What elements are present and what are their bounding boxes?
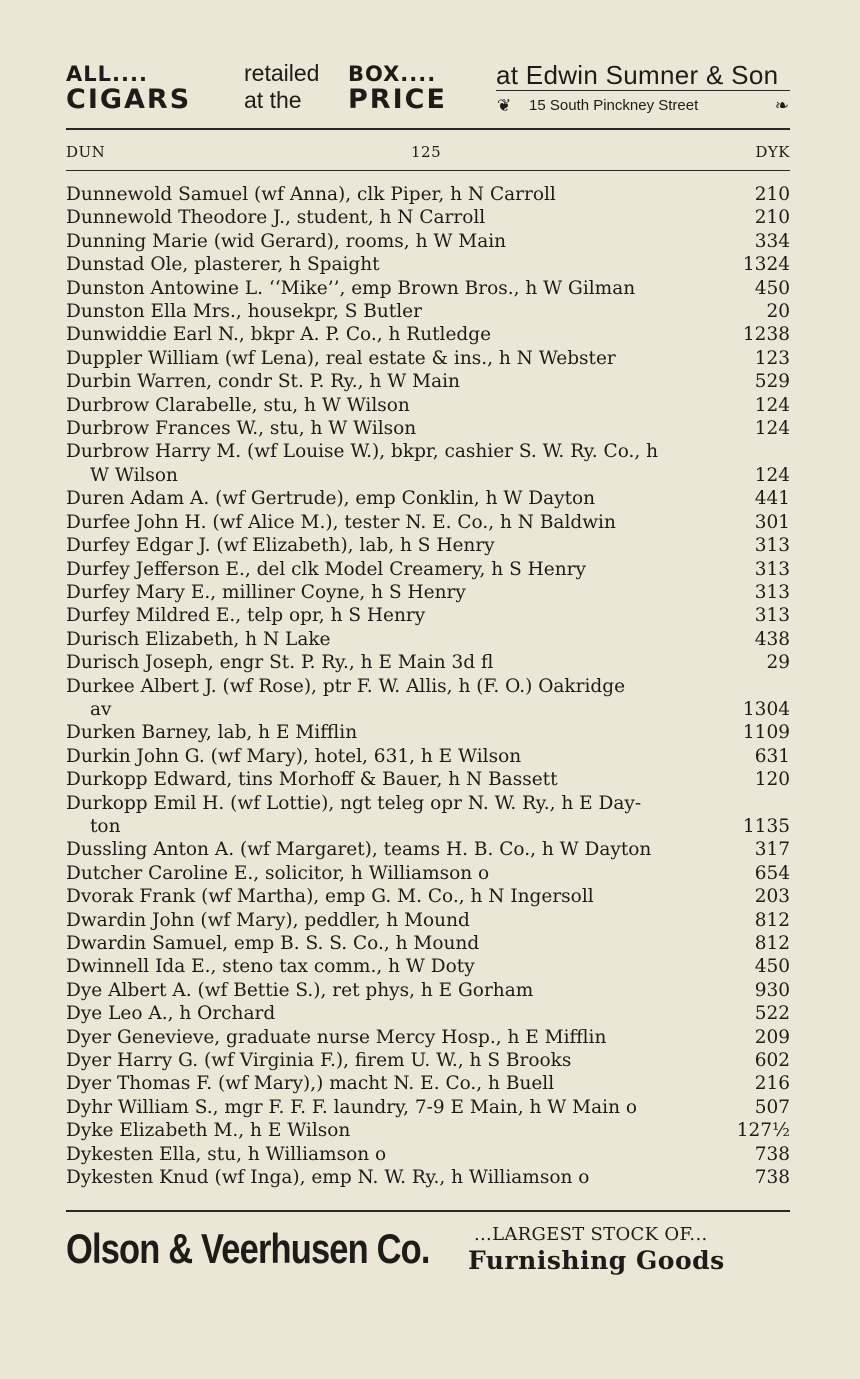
directory-entry [66, 1049, 790, 1072]
entry-name: Dvorak Frank (wf Martha), emp G. M. Co., h N Ingersoll [66, 886, 594, 908]
entry-name: Dyke Elizabeth M., h E Wilson [66, 1120, 351, 1142]
entry-name: Durbrow Clarabelle, stu, h W Wilson [66, 394, 410, 416]
directory-entry [66, 885, 790, 908]
guide-word-left: DUN [66, 143, 106, 161]
entry-number: 441 [754, 488, 790, 510]
directory-entry [66, 1166, 790, 1189]
directory-entry [66, 440, 790, 487]
entry-number: 507 [754, 1096, 790, 1118]
entry-number: 127½ [736, 1120, 790, 1142]
directory-entry [66, 932, 790, 955]
entry-name: Dunning Marie (wid Gerard), rooms, h W Main [66, 230, 507, 252]
fleuron-right-icon: ❧ [774, 96, 789, 116]
entry-number: 20 [766, 301, 790, 323]
entry-number: 216 [754, 1073, 790, 1095]
entry-name: Dykesten Ella, stu, h Williamson o [66, 1143, 387, 1165]
entry-name: Durbin Warren, condr St. P. Ry., h W Main [66, 371, 460, 393]
directory-entry [66, 558, 790, 581]
directory-entry [66, 370, 790, 393]
directory-entry [66, 417, 790, 440]
entry-number: 738 [754, 1167, 790, 1189]
entry-number: 529 [754, 371, 790, 393]
ad-bottom-rule [66, 1210, 790, 1212]
entry-name: Dussling Anton A. (wf Margaret), teams H. B. Co., h W Dayton [66, 839, 652, 861]
entry-number: 522 [754, 1003, 790, 1025]
entry-name: Dutcher Caroline E., solicitor, h Williamson o [66, 862, 490, 884]
entry-name: Duppler William (wf Lena), real estate & ins., h N Webster [66, 347, 616, 369]
directory-entry [66, 487, 790, 510]
entry-number: 654 [754, 862, 790, 884]
entry-name: Dyer Harry G. (wf Virginia F.), firem U. W., h S Brooks [66, 1050, 572, 1072]
entry-number: 313 [754, 605, 790, 627]
entry-name: Durisch Elizabeth, h N Lake [66, 628, 331, 650]
entry-number: 1324 [742, 254, 790, 276]
entry-number: 123 [754, 347, 790, 369]
entry-name: Durken Barney, lab, h E Mifflin [66, 722, 358, 744]
entry-name: Durkee Albert J. (wf Rose), ptr F. W. Allis, h (F. O.) Oakridge [66, 675, 626, 697]
entry-name: Dyer Genevieve, graduate nurse Mercy Hosp., h E Mifflin [66, 1026, 607, 1048]
entry-number: 301 [754, 511, 790, 533]
entry-name: Dunstad Ole, plasterer, h Spaight [66, 254, 380, 276]
entry-name: Durkin John G. (wf Mary), hotel, 631, h E Wilson [66, 745, 522, 767]
directory-entry [66, 581, 790, 604]
entry-continuation: W Wilson [90, 464, 178, 486]
entry-number: 450 [754, 956, 790, 978]
directory-entry [66, 1072, 790, 1095]
directory-entry [66, 183, 790, 206]
ad-furnishing-goods-text: Furnishing Goods [468, 1246, 725, 1275]
entry-continuation: ton [90, 815, 121, 837]
directory-entry [66, 768, 790, 791]
entry-number: 313 [754, 558, 790, 580]
directory-entry [66, 323, 790, 346]
entry-number: 203 [754, 886, 790, 908]
directory-entry [66, 253, 790, 276]
entry-name: Durkopp Emil H. (wf Lottie), ngt teleg opr N. W. Ry., h E Day- [66, 792, 642, 814]
entry-name: Durkopp Edward, tins Morhoff & Bauer, h N Bassett [66, 769, 558, 791]
directory-entry [66, 909, 790, 932]
entry-number: 812 [754, 909, 790, 931]
entry-name: Durfey Jefferson E., del clk Model Creamery, h S Henry [66, 558, 586, 580]
entry-name: Dunston Ella Mrs., housekpr, S Butler [66, 301, 422, 323]
directory-entry [66, 534, 790, 557]
entry-number: 313 [754, 535, 790, 557]
entry-name: Durbrow Harry M. (wf Louise W.), bkpr, cashier S. W. Ry. Co., h [66, 441, 659, 463]
entry-number: 930 [754, 979, 790, 1001]
ad-retailed-text: retailed [244, 60, 320, 86]
directory-entry [66, 230, 790, 253]
entry-name: Dye Albert A. (wf Bettie S.), ret phys, h E Gorham [66, 979, 534, 1001]
directory-entry [66, 1026, 790, 1049]
entry-number: 631 [754, 745, 790, 767]
top-advertisement [66, 60, 790, 120]
entry-number: 210 [754, 184, 790, 205]
entry-name: Dwardin Samuel, emp B. S. S. Co., h Mound [66, 933, 480, 954]
entry-number: 120 [754, 769, 790, 791]
directory-entry [66, 511, 790, 534]
entry-number: 29 [766, 652, 790, 674]
entry-number: 1135 [742, 815, 790, 837]
entry-number: 1304 [742, 698, 790, 720]
directory-entry [66, 1119, 790, 1142]
directory-entry [66, 347, 790, 370]
entry-name: Durfee John H. (wf Alice M.), tester N. E. Co., h N Baldwin [66, 511, 616, 533]
directory-entry [66, 745, 790, 768]
entry-name: Durbrow Frances W., stu, h W Wilson [66, 418, 417, 440]
directory-entry [66, 838, 790, 861]
entry-name: Dykesten Knud (wf Inga), emp N. W. Ry., h Williamson o [66, 1167, 590, 1189]
entry-number: 1109 [742, 722, 790, 744]
directory-entry [66, 300, 790, 323]
entry-number: 812 [754, 933, 790, 954]
entry-name: Dyer Thomas F. (wf Mary),) macht N. E. Co., h Buell [66, 1073, 555, 1095]
header-rule-bottom [66, 170, 790, 171]
entry-number: 210 [754, 207, 790, 229]
directory-entry [66, 675, 790, 722]
entry-name: Duren Adam A. (wf Gertrude), emp Conklin, h W Dayton [66, 488, 596, 510]
entry-name: Durfey Mildred E., telp opr, h S Henry [66, 605, 426, 627]
entry-name: Durisch Joseph, engr St. P. Ry., h E Main 3d fl [66, 652, 494, 674]
entry-number: 738 [754, 1143, 790, 1165]
entry-number: 450 [754, 277, 790, 299]
ad-divider [496, 90, 790, 91]
entry-number: 438 [754, 628, 790, 650]
directory-entry [66, 721, 790, 744]
directory-entry [66, 277, 790, 300]
ad-price-text: PRICE [348, 84, 447, 115]
ad-all-text: ALL.... [66, 62, 148, 86]
ad-street-text: 15 South Pinckney Street [529, 97, 699, 114]
entry-name: Dwardin John (wf Mary), peddler, h Mound [66, 909, 470, 931]
directory-entry [66, 628, 790, 651]
entry-number: 334 [754, 230, 790, 252]
directory-entry [66, 955, 790, 978]
page-number: 125 [411, 143, 442, 161]
entry-continuation: av [90, 698, 112, 720]
directory-entry [66, 792, 790, 839]
ad-company-name: Olson & Veerhusen Co. [66, 1225, 430, 1272]
ad-edwin-sumner-text: at Edwin Sumner & Son [496, 60, 779, 90]
ad-at-the-text: at the [244, 87, 302, 113]
entry-name: Dunnewold Theodore J., student, h N Carroll [66, 207, 486, 229]
ad-box-text: BOX.... [348, 62, 437, 86]
bottom-advertisement [66, 1210, 790, 1280]
header-rule-top [66, 128, 790, 130]
directory-entry [66, 394, 790, 417]
guide-word-right: DYK [755, 143, 790, 161]
entry-name: Durfey Mary E., milliner Coyne, h S Henry [66, 581, 466, 603]
running-header [66, 128, 790, 172]
entry-number: 124 [754, 394, 790, 416]
directory-entries [66, 183, 790, 1189]
ad-largest-stock-text: ...LARGEST STOCK OF... [474, 1224, 708, 1245]
entry-number: 602 [754, 1050, 790, 1072]
entry-name: Dyhr William S., mgr F. F. F. laundry, 7-9 E Main, h W Main o [66, 1096, 637, 1118]
directory-entry [66, 206, 790, 229]
directory-entry [66, 1002, 790, 1025]
directory-entry [66, 651, 790, 674]
ad-cigars-text: CIGARS [66, 84, 192, 115]
entry-number: 124 [754, 418, 790, 440]
entry-name: Dunston Antowine L. ‘‘Mike’’, emp Brown Bros., h W Gilman [66, 277, 636, 299]
entry-name: Dye Leo A., h Orchard [66, 1003, 276, 1025]
entry-name: Dunwiddie Earl N., bkpr A. P. Co., h Rutledge [66, 324, 492, 346]
entry-name: Durfey Edgar J. (wf Elizabeth), lab, h S Henry [66, 535, 495, 557]
fleuron-left-icon: ❦ [497, 96, 512, 116]
entry-number: 1238 [742, 324, 790, 346]
entry-number: 317 [754, 839, 790, 861]
directory-entry [66, 1096, 790, 1119]
directory-entry [66, 1143, 790, 1166]
directory-entry [66, 862, 790, 885]
entry-name: Dunnewold Samuel (wf Anna), clk Piper, h N Carroll [66, 184, 556, 205]
entry-name: Dwinnell Ida E., steno tax comm., h W Doty [66, 956, 475, 978]
entry-number: 313 [754, 581, 790, 603]
entry-number: 124 [754, 464, 790, 486]
entry-number: 209 [754, 1026, 790, 1048]
directory-entry [66, 979, 790, 1002]
ad-address-row [491, 96, 791, 118]
directory-entry [66, 604, 790, 627]
